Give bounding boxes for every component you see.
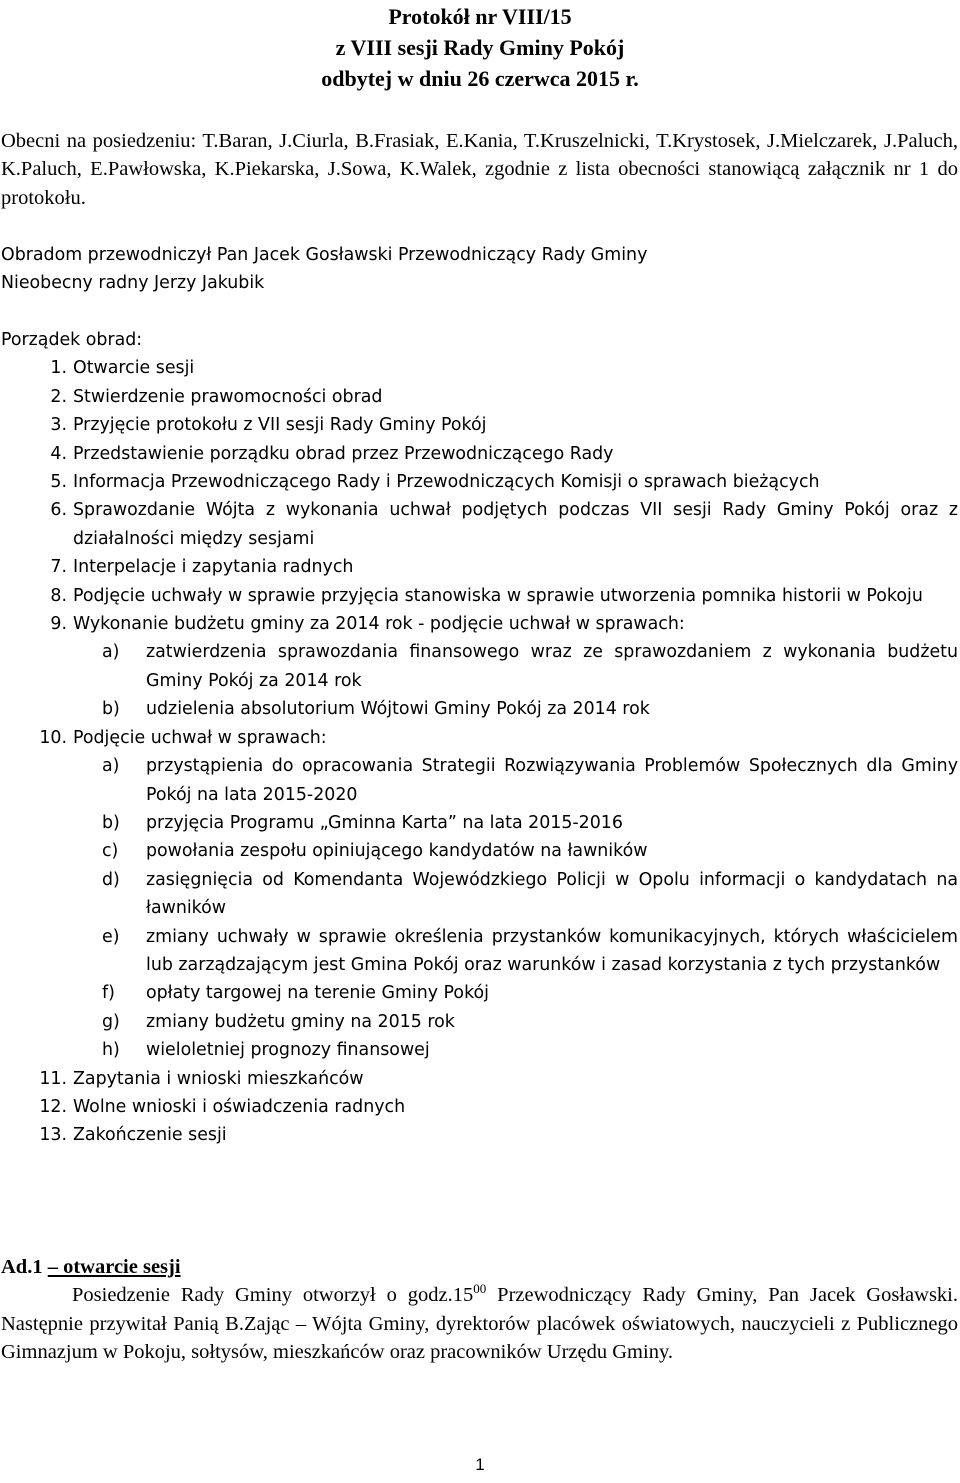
section-1-heading bbox=[1, 1253, 960, 1281]
agenda-heading: Porządek obrad: bbox=[1, 330, 143, 350]
agenda-item-text: Przedstawienie porządku obrad przez Przewodniczącego Rady bbox=[73, 443, 614, 464]
agenda-item bbox=[0, 496, 960, 553]
agenda-subitem bbox=[102, 923, 960, 980]
agenda-item bbox=[0, 724, 960, 752]
agenda-subitem bbox=[102, 837, 960, 865]
agenda-subitem bbox=[102, 866, 960, 923]
agenda-item-text: Stwierdzenie prawomocności obrad bbox=[73, 386, 383, 407]
agenda-item-number: 2. bbox=[50, 386, 67, 407]
agenda-item-text: Przyjęcie protokołu z VII sesji Rady Gminy Pokój bbox=[73, 415, 487, 436]
agenda-item-text: Podjęcie uchwał w sprawach: bbox=[73, 727, 327, 748]
agenda-item-text: Wolne wnioski i oświadczenia radnych bbox=[73, 1096, 406, 1117]
agenda-subitem bbox=[102, 979, 960, 1007]
page-number: 1 bbox=[475, 1455, 485, 1474]
agenda-item bbox=[0, 440, 960, 468]
agenda-subitem-text: zasięgnięcia od Komendanta Wojewódzkiego Policji w Opolu informacji o kandydatach na ławników bbox=[146, 869, 958, 919]
agenda-item-text: Informacja Przewodniczącego Rady i Przewodniczących Komisji o sprawach bieżących bbox=[73, 472, 820, 493]
agenda-subitem bbox=[102, 752, 960, 809]
document-title bbox=[0, 1, 960, 94]
agenda-item-text: Otwarcie sesji bbox=[73, 358, 195, 379]
absent-line: Nieobecny radny Jerzy Jakubik bbox=[1, 273, 265, 294]
agenda-subitem-letter: b) bbox=[102, 812, 120, 833]
agenda-item bbox=[0, 411, 960, 439]
agenda-subitem-text: zmiany budżetu gminy na 2015 rok bbox=[146, 1011, 455, 1032]
agenda-item-text: Wykonanie budżetu gminy za 2014 rok - podjęcie uchwał w sprawach: bbox=[73, 614, 685, 635]
agenda-item bbox=[0, 1065, 960, 1093]
agenda-item-number: 13. bbox=[39, 1125, 67, 1146]
agenda-subitem-letter: b) bbox=[102, 699, 120, 720]
agenda-item bbox=[0, 354, 960, 382]
agenda-item-number: 3. bbox=[50, 415, 67, 436]
agenda-item-number: 5. bbox=[50, 472, 67, 493]
agenda-subitem bbox=[102, 809, 960, 837]
agenda-item-number: 9. bbox=[50, 614, 67, 635]
agenda-subitem-letter: a) bbox=[102, 756, 120, 777]
agenda-subitem-text: opłaty targowej na terenie Gminy Pokój bbox=[146, 983, 489, 1004]
agenda-item-number: 10. bbox=[39, 727, 67, 748]
agenda-subitem bbox=[102, 1008, 960, 1036]
agenda-subitem-text: udzielenia absolutorium Wójtowi Gminy Pokój za 2014 rok bbox=[146, 699, 650, 720]
agenda-subitem-letter: g) bbox=[102, 1011, 120, 1032]
agenda-subitem-letter: c) bbox=[102, 841, 119, 862]
agenda-item bbox=[0, 1121, 960, 1149]
agenda-subitem-text: przyjęcia Programu „Gminna Karta” na lata 2015-2016 bbox=[146, 812, 623, 833]
agenda-subitem-letter: f) bbox=[102, 983, 115, 1004]
chair-line: Obradom przewodniczył Pan Jacek Gosławski Przewodniczący Rady Gminy bbox=[1, 245, 648, 265]
agenda-item-number: 7. bbox=[50, 557, 67, 578]
agenda-subitem-text: przystąpienia do opracowania Strategii Rozwiązywania Problemów Społecznych dla Gminy Pokój na lata 2015-2020 bbox=[146, 756, 958, 805]
agenda-subitem-letter: h) bbox=[102, 1040, 120, 1061]
attendance-paragraph: Obecni na posiedzeniu: T.Baran, J.Ciurla, B.Frasiak, E.Kania, T.Kruszelnicki, T.Krystosek, J.Mielczarek, J.Paluch, K.Paluch, E.Pawłowska, K.Piekarska, J.Sowa, K.Walek, zgodnie z lista obecności stanowiącą załącznik nr 1 do protokołu. bbox=[1, 130, 958, 209]
chair-paragraph bbox=[0, 241, 960, 298]
agenda-item-text: Sprawozdanie Wójta z wykonania uchwał podjętych podczas VII sesji Rady Gminy Pokój oraz z działalności między sesjami bbox=[73, 500, 958, 549]
agenda-item bbox=[0, 582, 960, 610]
agenda-item-text: Zapytania i wnioski mieszkańców bbox=[73, 1068, 364, 1089]
agenda-item bbox=[0, 383, 960, 411]
agenda-item-number: 6. bbox=[50, 500, 67, 521]
agenda-item-number: 12. bbox=[39, 1096, 67, 1117]
agenda-item-number: 11. bbox=[39, 1068, 67, 1089]
agenda-item-number: 1. bbox=[50, 358, 67, 379]
agenda-subitem-text: zatwierdzenia sprawozdania finansowego wraz ze sprawozdaniem z wykonania budżetu Gminy Pokój za 2014 rok bbox=[146, 642, 958, 691]
title-line-3: odbytej w dniu 26 czerwca 2015 r. bbox=[321, 66, 639, 91]
agenda-item-number: 4. bbox=[50, 443, 67, 464]
agenda-subitem-letter: a) bbox=[102, 642, 120, 663]
agenda-item bbox=[0, 553, 960, 581]
section-1 bbox=[0, 1253, 960, 1367]
agenda-subitem-text: zmiany uchwały w sprawie określenia przystanków komunikacyjnych, których właścicielem lub zarządzającym jest Gmina Pokój oraz warunków i zasad korzystania z tych przystanków bbox=[146, 926, 958, 975]
agenda-item-text: Podjęcie uchwały w sprawie przyjęcia stanowiska w sprawie utworzenia pomnika historii w Pokoju bbox=[73, 585, 923, 606]
agenda-list bbox=[0, 354, 960, 1149]
agenda-item-text: Zakończenie sesji bbox=[73, 1125, 227, 1146]
title-line-1: Protokół nr VIII/15 bbox=[388, 4, 572, 29]
agenda-item bbox=[0, 610, 960, 638]
section-1-title: – otwarcie sesji bbox=[47, 1256, 181, 1278]
agenda-subitem-text: wieloletniej prognozy finansowej bbox=[146, 1040, 430, 1061]
agenda-item bbox=[0, 468, 960, 496]
agenda bbox=[0, 326, 960, 1150]
agenda-item bbox=[0, 1093, 960, 1121]
agenda-subitem bbox=[102, 1036, 960, 1064]
title-line-2: z VIII sesji Rady Gminy Pokój bbox=[335, 35, 625, 60]
section-1-paragraph: Posiedzenie Rady Gminy otworzył o $godz.15^{00}$ Przewodniczący Rady Gminy, Pan Jacek Gosławski. Następnie przywitał Panią B.Zając – Wójta Gminy, dyrektorów placówek oświatowych, nauczycieli z Publicznego Gimnazjum w Pokoju, sołtysów, mieszkańców oraz pracowników Urzędu Gminy. bbox=[1, 1281, 958, 1364]
agenda-item-text: Interpelacje i zapytania radnych bbox=[73, 557, 354, 578]
agenda-subitem bbox=[102, 638, 960, 695]
agenda-item-number: 8. bbox=[50, 585, 67, 606]
agenda-subitem-letter: e) bbox=[102, 926, 120, 947]
agenda-subitem bbox=[102, 695, 960, 723]
section-1-number: Ad.1 bbox=[1, 1256, 43, 1278]
agenda-subitem-letter: d) bbox=[102, 869, 120, 890]
agenda-subitem-text: powołania zespołu opiniującego kandydatów na ławników bbox=[146, 841, 648, 862]
